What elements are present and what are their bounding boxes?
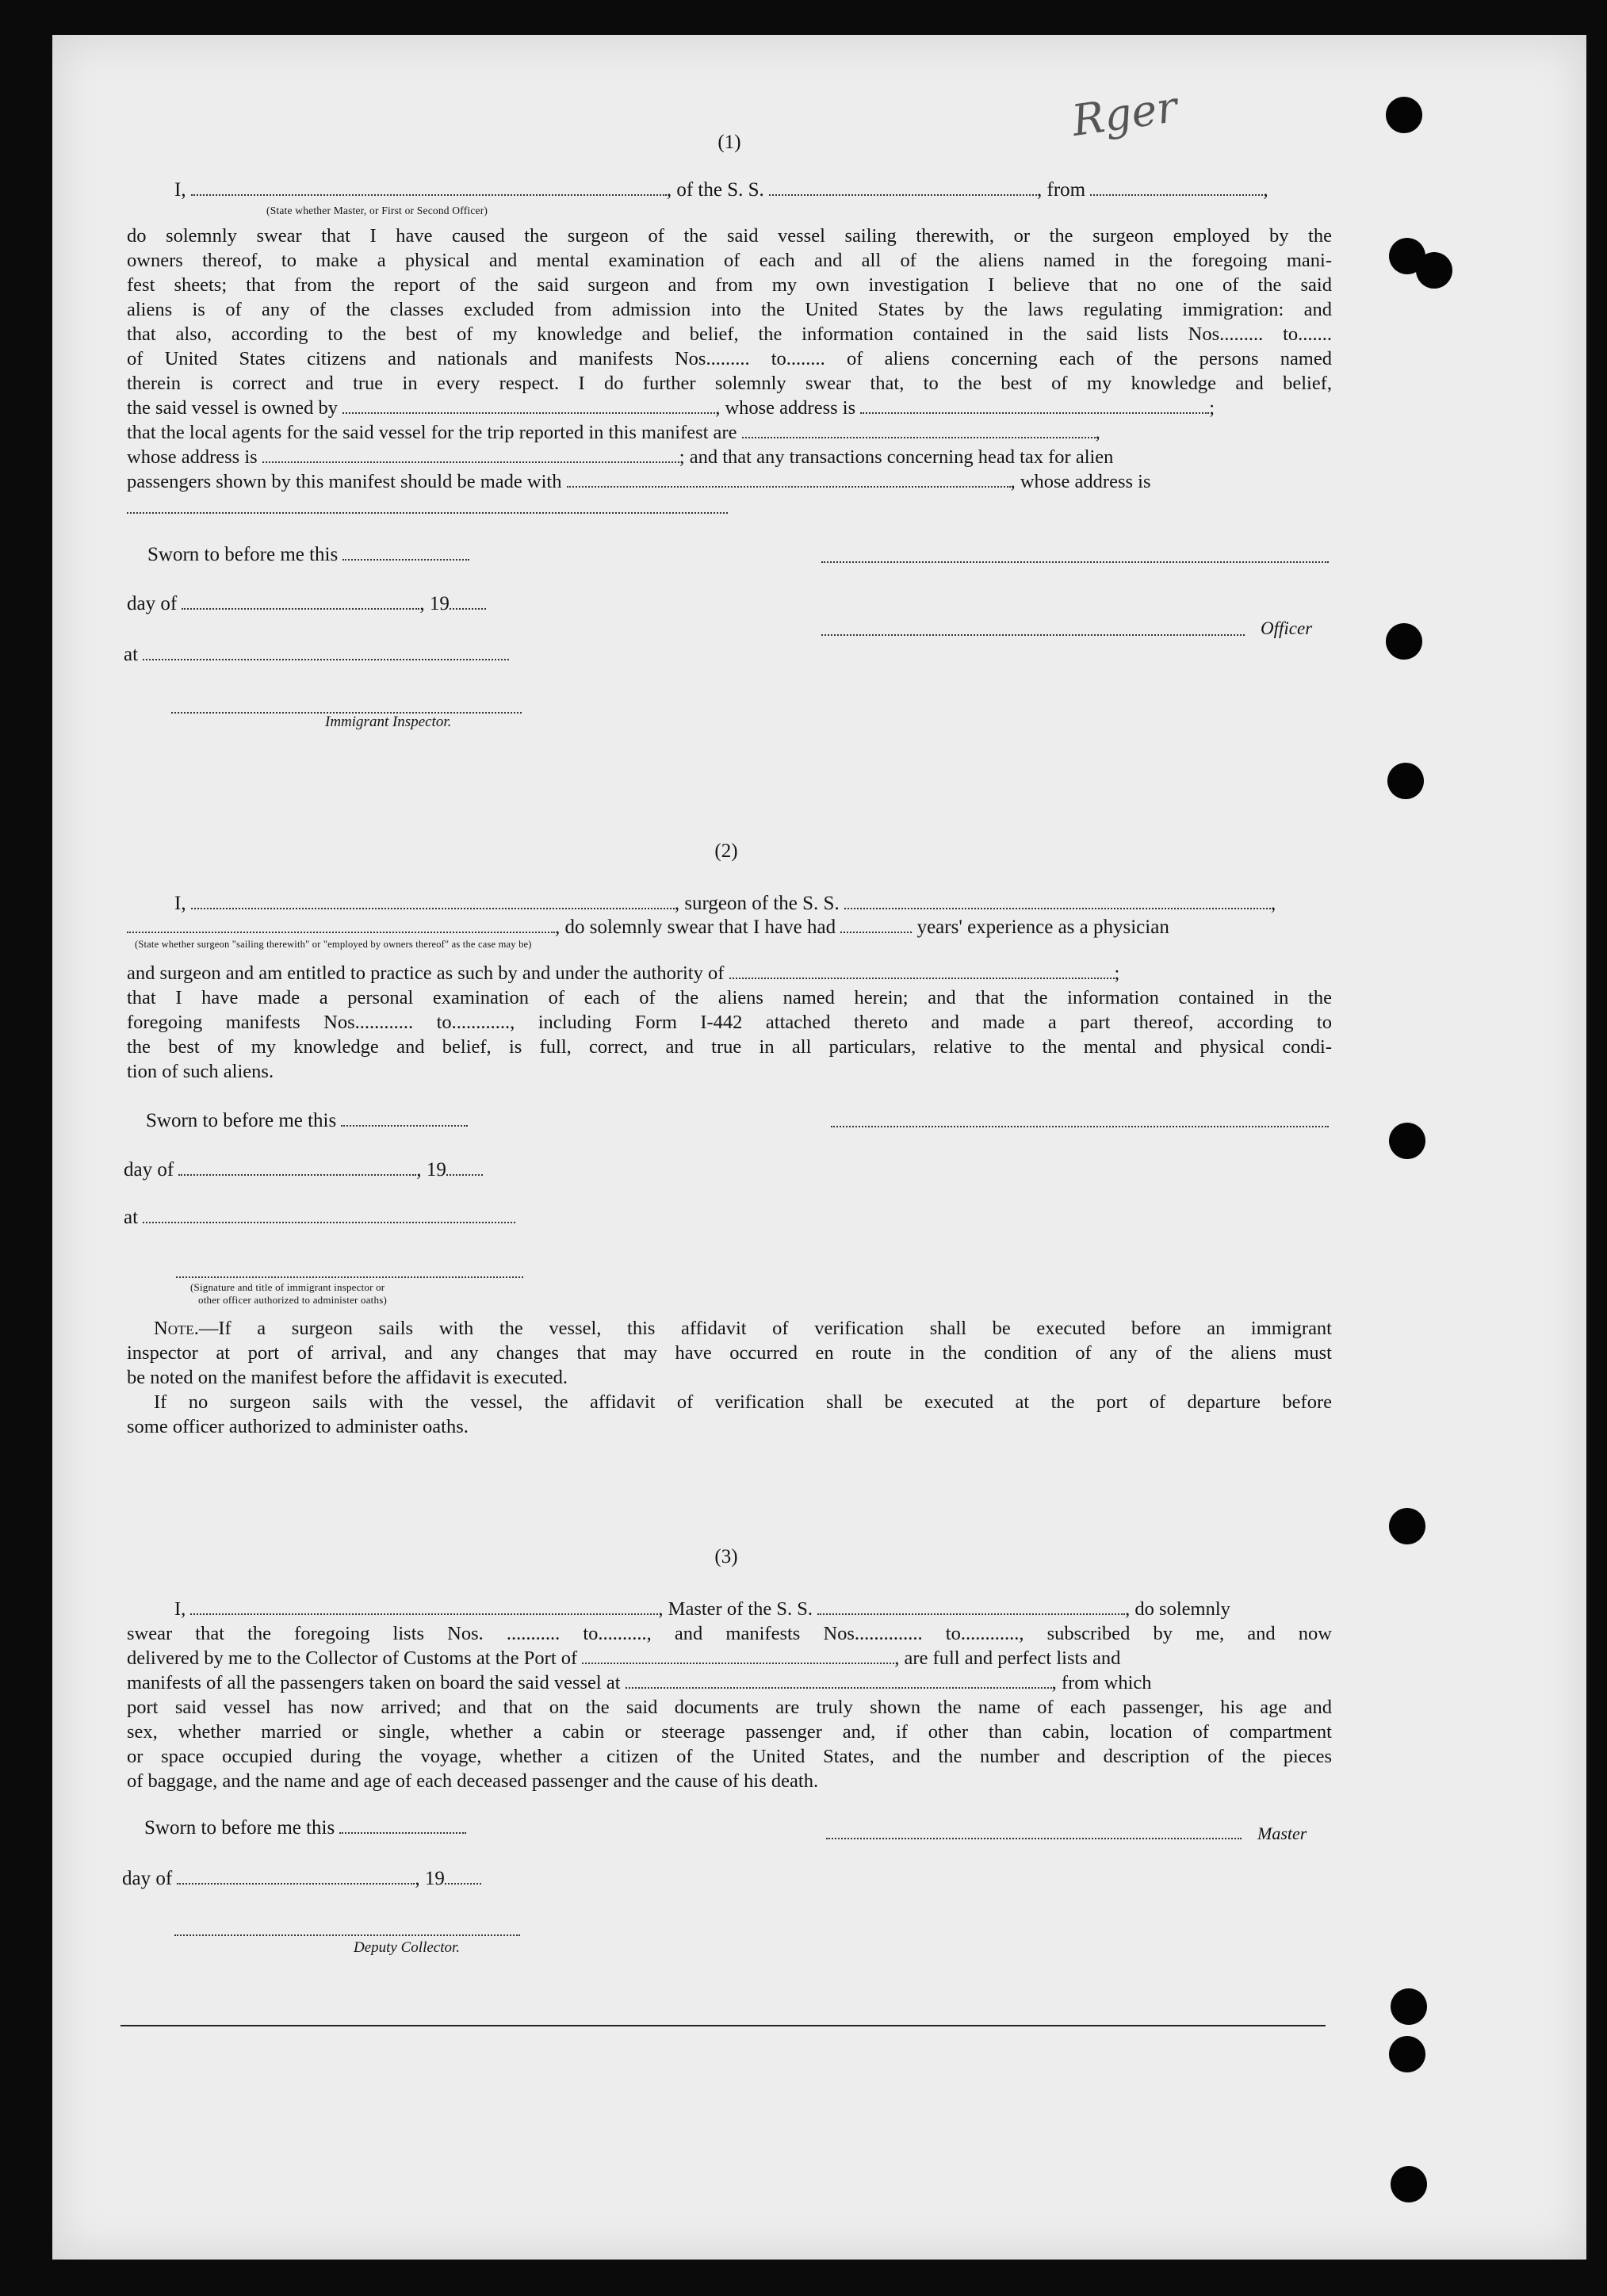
s1-officer-line[interactable] — [821, 634, 1245, 636]
s3-vessel-field[interactable] — [817, 1599, 1125, 1615]
punch-hole — [1387, 763, 1424, 799]
vessel-name-field[interactable] — [769, 180, 1037, 196]
s1-inspector-label: Immigrant Inspector. — [325, 714, 452, 730]
s2-note: Note.—If a surgeon sails with the vessel, this affidavit of verification shall be executed before an immigrant inspector at port of arrival, and any changes that may have occurred en route in the condition of any of the aliens must be noted on the manifest before the affidavit is executed. If no surgeon sails with the vessel, the affidavit of verification shall be executed at the port of departure before some officer authorized to administer oaths. — [127, 1318, 1332, 1437]
s2-line2: , do solemnly swear that I have had years' experience as a physician — [127, 916, 1169, 939]
s3-year-field[interactable] — [445, 1869, 481, 1885]
s1-at: at — [124, 644, 509, 666]
s2-line1: I, , surgeon of the S. S. , — [174, 893, 1276, 914]
surgeon-name-field[interactable] — [191, 894, 675, 909]
years-experience-field[interactable] — [840, 917, 912, 933]
punch-hole — [1416, 252, 1452, 289]
s1-address-line[interactable] — [127, 512, 728, 514]
from-port-field[interactable] — [1090, 180, 1263, 196]
head-tax-party-field[interactable] — [567, 472, 1011, 488]
s1-year-field[interactable] — [450, 594, 486, 610]
s1-line1: I, , of the S. S. , from , — [174, 179, 1268, 201]
owner-field[interactable] — [342, 398, 715, 414]
master-name-field[interactable] — [191, 180, 667, 196]
s1-sworn: Sworn to before me this — [147, 544, 469, 566]
s3-deputy-label: Deputy Collector. — [354, 1939, 461, 1956]
s2-at: at — [124, 1207, 515, 1229]
punch-hole — [1391, 2166, 1427, 2202]
s3-sworn-day-field[interactable] — [339, 1818, 466, 1834]
section-3-number: (3) — [714, 1546, 738, 1567]
agents-address-field[interactable] — [262, 447, 679, 463]
s2-day-of: day of , 19 — [124, 1159, 483, 1181]
punch-hole — [1389, 1508, 1425, 1544]
s3-master-label: Master — [1257, 1823, 1307, 1843]
s3-day-of: day of , 19 — [122, 1868, 481, 1890]
s2-surgeon-note: (State whether surgeon "sailing therewith" or "employed by owners thereof" as the case may be) — [135, 939, 532, 950]
s2-sworn-day-field[interactable] — [341, 1111, 468, 1127]
s2-month-field[interactable] — [178, 1160, 416, 1176]
punch-hole — [1389, 1123, 1425, 1159]
s1-day-of: day of , 19 — [127, 593, 486, 615]
s1-officer-signature-line[interactable] — [821, 561, 1329, 563]
punch-hole — [1386, 97, 1422, 133]
s1-sworn-day-field[interactable] — [342, 545, 469, 561]
collector-port-field[interactable] — [582, 1648, 894, 1664]
s2-surgeon-signature-line[interactable] — [831, 1126, 1329, 1127]
s1-body: do solemnly swear that I have caused the surgeon of the said vessel sailing therewith, or the surgeon employed by the owners thereof, to make a physical and mental examination of each and all of the aliens named in the foregoing mani- fest sheets; that from the report of the said surgeon and from my own investigation I believe that no one of the said aliens is of any of the classes excluded from admission into the United States by the laws regulating immigration: and that also, according to the best of my knowledge and belief, the information contained in the said lists Nos......... to....... of United States citizens and nationals and manifests Nos......... to........ of aliens concerning each of the persons named therein is correct and true in every respect. I do further solemnly swear that, to the best of my knowledge and belief, the said vessel is owned by , whose address is ; that the local agents for the said vessel for the trip reported in this manifest are , whose address is ; and that any transactions concerning head tax for alien passengers shown by this manifest should be made with , whose address is — [127, 225, 1332, 492]
s3-master-name-field[interactable] — [190, 1599, 658, 1615]
surgeon-status-field[interactable] — [127, 917, 555, 933]
authority-field[interactable] — [729, 963, 1115, 979]
owner-address-field[interactable] — [860, 398, 1209, 414]
s2-body: and surgeon and am entitled to practice as such by and under the authority of ; that I have made a personal examination of each of the aliens named herein; and that the information contained in the foregoing manifests Nos............ to............, including Form I-442 attached thereto and made a part thereof, according to the best of my knowledge and belief, is full, correct, and true in all particulars, relative to the mental and physical condi- tion of such aliens. — [127, 962, 1332, 1082]
local-agents-field[interactable] — [742, 423, 1096, 438]
section-1-number: (1) — [717, 132, 741, 153]
handwritten-annotation: Rger — [1069, 82, 1180, 146]
s2-at-field[interactable] — [143, 1207, 515, 1223]
s2-inspector-line[interactable] — [176, 1276, 523, 1278]
s2-vessel-field[interactable] — [844, 894, 1271, 909]
s3-deputy-line[interactable] — [174, 1934, 520, 1936]
s2-year-field[interactable] — [446, 1160, 483, 1176]
s2-sig-note-1: (Signature and title of immigrant inspector or — [190, 1281, 385, 1293]
s1-officer-note: (State whether Master, or First or Second Officer) — [266, 205, 488, 216]
punch-hole — [1389, 2036, 1425, 2072]
s2-sworn: Sworn to before me this — [146, 1110, 468, 1132]
embark-port-field[interactable] — [626, 1673, 1052, 1689]
s3-body: I, , Master of the S. S. , do solemnly swear that the foregoing lists Nos. ........... to.........., and manifests Nos.............. to............, subscribed by me, and now delivered by me to the Collector of Customs at the Port of , are full and perfect lists and manifests of all the passengers taken on board the said vessel at , from which port said vessel has now arrived; and that on the said documents are truly shown the name of each passenger, his age and sex, whether married or single, whether a cabin or steerage passenger and, if other than cabin, location of compartment or space occupied during the voyage, whether a citizen of the United States, and the number and description of the pieces of baggage, and the name and age of each deceased passenger and the cause of his death. — [127, 1598, 1332, 1792]
s2-sig-note-2: other officer authorized to administer oaths) — [198, 1294, 387, 1306]
s3-master-signature-line[interactable] — [826, 1838, 1242, 1839]
punch-hole — [1386, 623, 1422, 660]
bottom-rule — [121, 2025, 1326, 2026]
s1-month-field[interactable] — [182, 594, 419, 610]
section-2-number: (2) — [714, 840, 738, 862]
punch-hole — [1391, 1988, 1427, 2025]
s1-at-field[interactable] — [143, 645, 509, 660]
s1-officer-label: Officer — [1261, 618, 1313, 638]
s3-month-field[interactable] — [177, 1869, 415, 1885]
s3-sworn: Sworn to before me this — [144, 1817, 466, 1839]
